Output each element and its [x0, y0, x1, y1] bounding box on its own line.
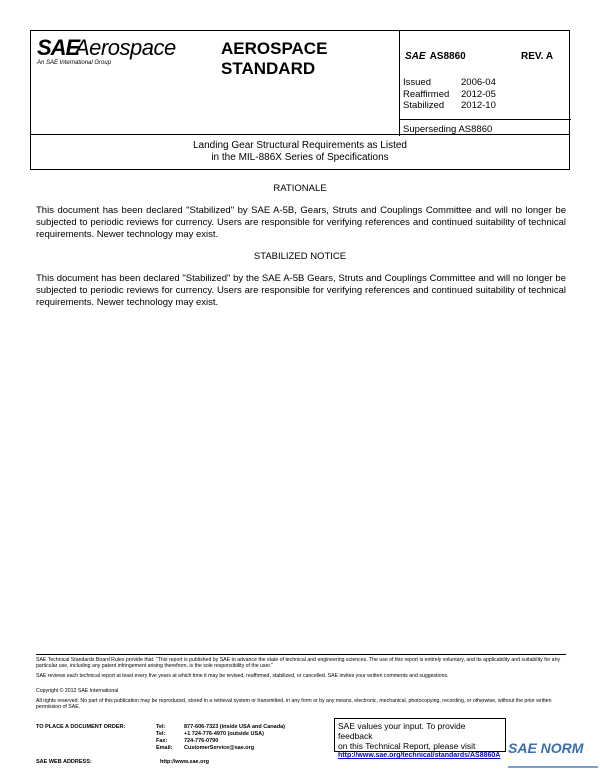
document-header — [30, 30, 570, 135]
order-value: 877-606-7323 (inside USA and Canada) — [184, 724, 285, 730]
stabilized-notice-heading: STABILIZED NOTICE — [253, 251, 347, 262]
date-row — [403, 89, 496, 101]
feedback-link[interactable]: http://www.sae.org/technical/standards/AS8860A — [338, 752, 501, 759]
web-address-label: SAE WEB ADDRESS: — [36, 759, 92, 765]
date-value: 2012-05 — [461, 88, 496, 100]
order-row — [36, 745, 285, 752]
watermark-logo — [508, 740, 583, 756]
date-row — [403, 77, 496, 89]
order-email-link[interactable]: CustomerService@sae.org — [184, 745, 255, 751]
sae-aerospace-logo — [31, 31, 217, 71]
rationale-heading: RATIONALE — [273, 183, 327, 194]
watermark-text: SAE NORM — [508, 740, 584, 756]
doc-number-value: AS8860 — [429, 51, 466, 62]
document-number — [405, 51, 466, 62]
feedback-box — [334, 718, 506, 759]
order-row — [36, 731, 285, 738]
watermark-underline — [508, 766, 598, 768]
sae-norm-watermark — [508, 740, 600, 776]
stabilized-notice-text: This document has been declared "Stabilized" by the SAE A-5B Gears, Struts and Couplings Committee and will no longer be subjected to periodic reviews for currency. Users are responsible for verifying references and continued suitability of technical requirements. Newer technology may exist. — [36, 273, 566, 308]
order-row — [36, 738, 285, 745]
date-row — [403, 100, 496, 112]
header-divider-horizontal — [399, 119, 571, 120]
footer-rights: All rights reserved. No part of this publication may be reproduced, stored in a retrieval system or transmitted, in any form or by any means, electronic, mechanical, photocopying, recording, or otherwise, without the prior written permission of SAE. — [36, 698, 552, 711]
footer-copyright: Copyright © 2012 SAE International — [36, 688, 119, 694]
date-value: 2006-04 — [461, 77, 496, 88]
header-divider-vertical — [399, 31, 400, 136]
title-line2: in the MIL-886X Series of Specifications — [211, 152, 389, 163]
date-label: Issued — [403, 77, 431, 88]
document-type — [221, 39, 327, 79]
feedback-line1: SAE values your input. To provide feedback — [338, 721, 466, 741]
rationale-text: This document has been declared "Stabilized" by SAE A-5B, Gears, Struts and Couplings Committee and will no longer be subjected to periodic reviews for currency. Users are responsible for verifying references and continued suitability of technical requirements. Newer technology may exist. — [36, 205, 566, 240]
order-value: +1 724-776-4970 (outside USA) — [184, 731, 264, 737]
order-label: TO PLACE A DOCUMENT ORDER: — [36, 724, 126, 730]
revision-label: REV. A — [521, 51, 554, 62]
date-label: Stabilized — [403, 100, 445, 111]
footer-review: SAE reviews each technical report at least every five years at which time it may be revised, reaffirmed, stabilized, or cancelled. SAE invites your written comments and suggestions. — [36, 673, 449, 679]
doc-prefix: SAE — [405, 51, 426, 62]
feedback-line2: on this Technical Report, please visit — [338, 741, 476, 751]
order-key: Tel: — [156, 724, 166, 730]
logo-sae-text: SAE — [37, 35, 80, 60]
date-list — [403, 77, 496, 112]
order-key: Tel: — [156, 731, 166, 737]
web-address — [36, 759, 209, 765]
title-line1: Landing Gear Structural Requirements as Listed — [192, 140, 407, 151]
order-key: Email: — [156, 745, 173, 751]
date-value: 2012-10 — [461, 100, 496, 111]
order-value: 724-776-0790 — [184, 738, 219, 744]
order-row — [36, 724, 285, 731]
footer-rules: SAE Technical Standards Board Rules provide that: "This report is published by SAE to advance the state of technical and engineering sciences. The use of this report is entirely voluntary, and its applicability and suitability for any particular use, including any patent infringement arising therefrom, is the sole responsibility of the user." — [36, 657, 561, 670]
footer-divider — [36, 654, 566, 655]
date-label: Reaffirmed — [403, 88, 450, 100]
logo-aerospace-text: Aerospace — [75, 35, 176, 60]
document-type-line2: STANDARD — [221, 59, 316, 78]
web-address-link[interactable]: http://www.sae.org — [160, 759, 209, 765]
document-type-line1: AEROSPACE — [221, 39, 328, 58]
superseding-note: Superseding AS8860 — [403, 124, 493, 135]
logo-group-text: An SAE International Group — [37, 60, 112, 66]
order-key: Fax: — [156, 738, 168, 744]
document-title — [30, 134, 570, 170]
order-contact-table — [36, 724, 285, 752]
